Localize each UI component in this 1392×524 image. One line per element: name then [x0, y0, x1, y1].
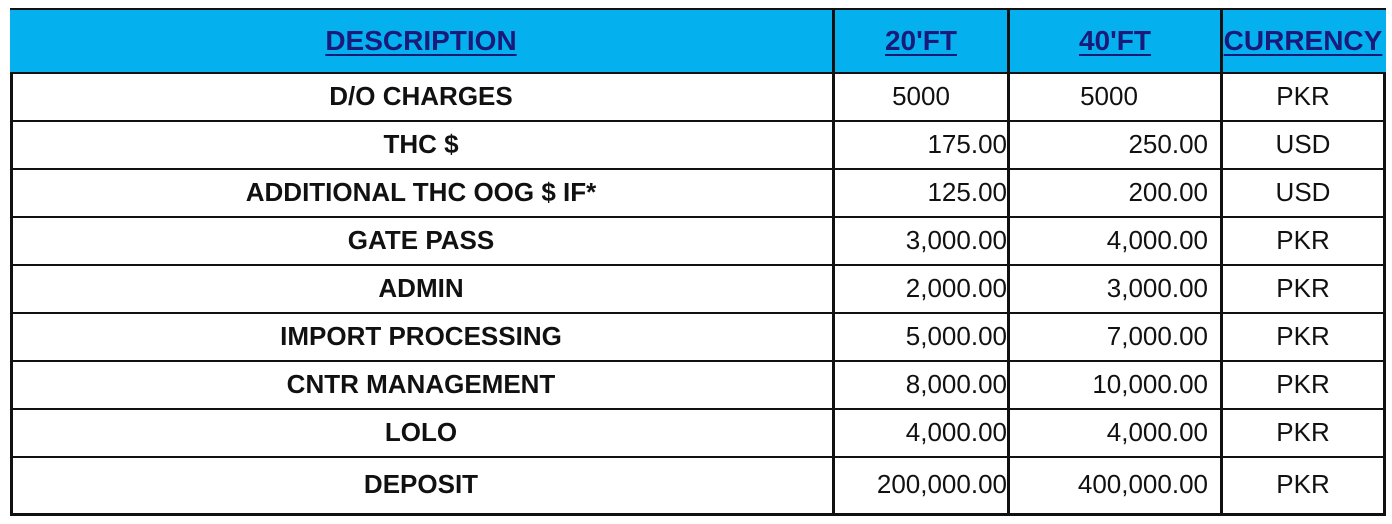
table-row: [10, 360, 1386, 410]
row-description: ADDITIONAL THC OOG $ IF*: [245, 176, 597, 207]
row-currency: PKR: [1220, 360, 1383, 408]
row-20ft-value: 2,000.00: [832, 264, 1007, 312]
row-40ft-value: 200.00: [1007, 168, 1220, 216]
row-currency: PKR: [1220, 264, 1383, 312]
row-40ft-value: 4,000.00: [1007, 216, 1220, 264]
row-description: LOLO: [384, 416, 458, 447]
row-description: IMPORT PROCESSING: [280, 320, 562, 351]
table-row: [10, 408, 1386, 458]
row-20ft-value: 5000: [832, 72, 1007, 120]
row-currency: PKR: [1220, 72, 1383, 120]
row-currency: USD: [1220, 168, 1383, 216]
row-40ft-value: 250.00: [1007, 120, 1220, 168]
table-row: [10, 216, 1386, 266]
row-description: THC $: [383, 128, 459, 159]
row-description: D/O CHARGES: [329, 80, 513, 111]
table-row: [10, 264, 1386, 314]
row-currency: USD: [1220, 120, 1383, 168]
table-row: [10, 312, 1386, 362]
table-row: [10, 456, 1386, 513]
table-row: [10, 168, 1386, 218]
row-40ft-value: 3,000.00: [1007, 264, 1220, 312]
row-description: GATE PASS: [347, 224, 495, 255]
table-row: [10, 72, 1386, 122]
row-currency: PKR: [1220, 456, 1383, 513]
row-40ft-value: 400,000.00: [1007, 456, 1220, 513]
row-20ft-value: 200,000.00: [832, 456, 1007, 513]
row-currency: PKR: [1220, 216, 1383, 264]
header-20ft[interactable]: 20'FT: [832, 10, 1007, 72]
row-40ft-value: 4,000.00: [1007, 408, 1220, 456]
row-40ft-value: 7,000.00: [1007, 312, 1220, 360]
row-40ft-value: 5000: [1007, 72, 1220, 120]
row-currency: PKR: [1220, 312, 1383, 360]
table-header-row: [10, 10, 1386, 74]
table-row: [10, 120, 1386, 170]
header-currency[interactable]: CURRENCY: [1220, 10, 1383, 72]
row-description: ADMIN: [378, 272, 464, 303]
header-description[interactable]: DESCRIPTION: [325, 25, 517, 56]
row-description: CNTR MANAGEMENT: [286, 368, 556, 399]
header-40ft[interactable]: 40'FT: [1007, 10, 1220, 72]
row-20ft-value: 8,000.00: [832, 360, 1007, 408]
row-20ft-value: 3,000.00: [832, 216, 1007, 264]
row-description: DEPOSIT: [363, 469, 479, 499]
row-20ft-value: 125.00: [832, 168, 1007, 216]
row-20ft-value: 4,000.00: [832, 408, 1007, 456]
row-currency: PKR: [1220, 408, 1383, 456]
row-20ft-value: 5,000.00: [832, 312, 1007, 360]
row-20ft-value: 175.00: [832, 120, 1007, 168]
row-40ft-value: 10,000.00: [1007, 360, 1220, 408]
